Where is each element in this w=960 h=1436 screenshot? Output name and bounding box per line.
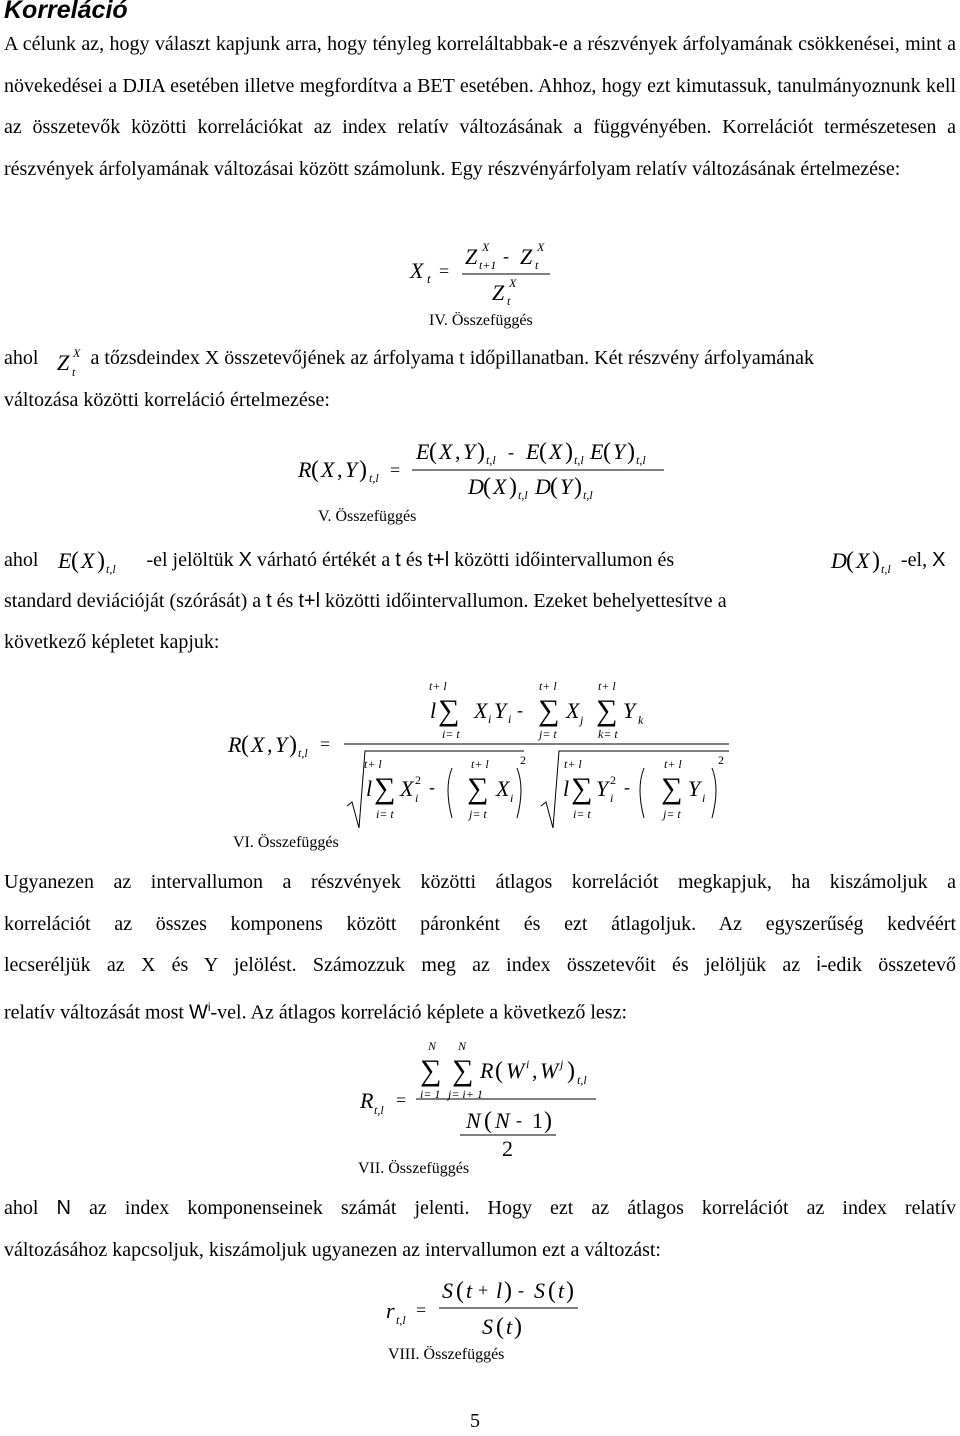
svg-text:-: - bbox=[429, 777, 435, 797]
text-fragment: relatív változását most bbox=[4, 1001, 184, 1024]
text-line-end bbox=[901, 540, 945, 582]
svg-text:t+ l: t+ l bbox=[539, 679, 557, 693]
svg-text:-: - bbox=[624, 777, 630, 797]
svg-text:t,l: t,l bbox=[574, 453, 584, 467]
text-line: Ugyanezen az intervallumon a részvények közötti átlagos korrelációt megkapjuk, ha kiszámoljuk a bbox=[4, 871, 956, 893]
svg-text:-: - bbox=[516, 1110, 522, 1130]
text-fragment: és bbox=[405, 549, 423, 571]
svg-text:D: D bbox=[535, 474, 551, 499]
svg-text:(: ( bbox=[496, 1314, 504, 1340]
caption-iv: IV. Összefüggés bbox=[429, 312, 533, 329]
svg-text:∑: ∑ bbox=[452, 1054, 474, 1087]
svg-text:t,l: t,l bbox=[577, 1073, 587, 1087]
svg-text:X: X bbox=[73, 346, 81, 360]
formula-vii bbox=[356, 1036, 616, 1160]
svg-text:j= t: j= t bbox=[663, 807, 681, 821]
svg-text:t,l: t,l bbox=[636, 453, 646, 467]
svg-text:Y: Y bbox=[494, 698, 507, 723]
svg-text:): ) bbox=[289, 732, 297, 758]
svg-text:(: ( bbox=[483, 474, 491, 500]
svg-text:∑: ∑ bbox=[374, 772, 396, 805]
svg-text:R: R bbox=[298, 457, 312, 482]
symbol-x: X bbox=[932, 549, 946, 571]
text-fragment: lecseréljük az X és Y jelölést. Számozzuk meg az index összetevőit és jelöljük az bbox=[4, 954, 801, 976]
text-line: a tőzsdeindex X összetevőjének az árfolyama t időpillanatban. Két részvény árfolyamának bbox=[90, 347, 815, 369]
svg-text:): ) bbox=[477, 439, 485, 465]
svg-text:j: j bbox=[560, 1057, 564, 1071]
svg-text:∑: ∑ bbox=[538, 694, 560, 727]
svg-text:(: ( bbox=[495, 1058, 503, 1084]
svg-text:t,l: t,l bbox=[881, 562, 891, 576]
svg-text:(: ( bbox=[241, 732, 249, 758]
svg-text:X: X bbox=[410, 258, 424, 283]
svg-text:): ) bbox=[514, 1314, 522, 1340]
text-fragment: -edik összetevő bbox=[820, 954, 956, 976]
svg-text:X: X bbox=[482, 240, 490, 254]
text-fragment: közötti időintervallumon. Ezeket behelyettesítve a bbox=[325, 590, 727, 612]
caption-viii: VIII. Összefüggés bbox=[388, 1346, 505, 1363]
svg-text:D: D bbox=[831, 548, 847, 573]
svg-text:t: t bbox=[427, 271, 431, 286]
svg-text:S: S bbox=[442, 1278, 453, 1303]
svg-text:(: ( bbox=[456, 1278, 464, 1304]
svg-text:X: X bbox=[496, 776, 510, 801]
svg-text:l: l bbox=[430, 698, 437, 723]
svg-text:R: R bbox=[480, 1058, 494, 1083]
svg-text:t,l: t,l bbox=[583, 488, 593, 502]
svg-text:t+ l: t+ l bbox=[429, 679, 447, 693]
svg-text:2: 2 bbox=[415, 773, 421, 787]
svg-text:(: ( bbox=[548, 1278, 556, 1304]
svg-text:Y: Y bbox=[623, 698, 636, 723]
text-fragment: az index komponenseinek számát jelenti. Hogy ezt az átlagos korrelációt az index relatív bbox=[89, 1197, 956, 1219]
symbol-t-plus-l: t+l bbox=[427, 549, 450, 571]
symbol-n: N bbox=[56, 1197, 71, 1219]
svg-text:S: S bbox=[534, 1278, 545, 1303]
svg-text:-: - bbox=[503, 246, 509, 266]
svg-text:): ) bbox=[544, 1108, 552, 1134]
svg-text:i: i bbox=[415, 791, 419, 805]
svg-text:l: l bbox=[563, 776, 570, 801]
symbol-z-t-x bbox=[55, 344, 91, 380]
svg-text:,: , bbox=[532, 1058, 538, 1083]
svg-text:i: i bbox=[508, 712, 512, 726]
caption-vii: VII. Összefüggés bbox=[358, 1160, 470, 1177]
text-fragment: -vel. Az átlagos korreláció képlete a következő lesz: bbox=[210, 1001, 627, 1024]
svg-text:t: t bbox=[558, 1278, 565, 1303]
svg-text:N: N bbox=[428, 1039, 437, 1053]
text-fragment: várható értékét a bbox=[256, 549, 391, 571]
formula-iv bbox=[400, 240, 570, 312]
svg-text:t,l: t,l bbox=[106, 562, 116, 576]
paragraph-average bbox=[4, 862, 956, 1034]
text-line: ezt kimutassuk, tanulmányoznunk kell az összetevők közötti korrelációkat az index relatív bbox=[4, 74, 956, 138]
svg-text:Y: Y bbox=[275, 732, 288, 757]
text-ahol: ahol bbox=[4, 347, 39, 369]
svg-text:X: X bbox=[537, 240, 545, 254]
svg-text:t: t bbox=[506, 1314, 513, 1339]
svg-text:l: l bbox=[366, 776, 373, 801]
svg-text:-: - bbox=[517, 700, 523, 720]
svg-text:∑: ∑ bbox=[420, 1054, 442, 1087]
svg-text:=: = bbox=[396, 1090, 407, 1110]
svg-text:X: X bbox=[493, 474, 507, 499]
svg-text:2: 2 bbox=[520, 753, 526, 767]
svg-text:2: 2 bbox=[610, 773, 616, 787]
text-line: következő képletet kapjuk: bbox=[4, 631, 220, 653]
svg-text:Z: Z bbox=[492, 280, 505, 305]
text-fragment: közötti időintervallumon és bbox=[454, 549, 675, 571]
svg-text:): ) bbox=[567, 1058, 575, 1084]
text-line: korrelációt az összes komponens között páronként és ezt átlagoljuk. Az egyszerűség kedvéért bbox=[4, 912, 956, 935]
svg-text:t,l: t,l bbox=[486, 453, 496, 467]
svg-text:∑: ∑ bbox=[596, 694, 618, 727]
svg-text:i= t: i= t bbox=[442, 727, 460, 741]
svg-text:D: D bbox=[468, 474, 484, 499]
svg-text:2: 2 bbox=[718, 753, 724, 767]
svg-text:): ) bbox=[565, 439, 573, 465]
svg-text:j= i+ 1: j= i+ 1 bbox=[448, 1087, 483, 1101]
svg-text:(: ( bbox=[311, 457, 319, 483]
text-line: között számolunk. Egy részvényárfolyam relatív változásának értelmezése: bbox=[298, 157, 901, 180]
svg-text:X: X bbox=[509, 276, 517, 290]
symbol-t: t bbox=[266, 590, 272, 612]
svg-text:l: l bbox=[496, 1278, 503, 1303]
svg-text:N: N bbox=[495, 1108, 510, 1133]
text-fragment: -el, bbox=[901, 549, 928, 571]
formula-vi bbox=[224, 678, 744, 838]
paragraph-n bbox=[4, 1188, 956, 1271]
svg-text:t: t bbox=[507, 294, 511, 308]
symbol-t: t bbox=[395, 549, 401, 571]
svg-text:): ) bbox=[509, 474, 517, 500]
svg-text:(: ( bbox=[539, 439, 547, 465]
svg-text:i: i bbox=[510, 791, 514, 805]
svg-text:t+ l: t+ l bbox=[364, 757, 382, 771]
svg-text:R: R bbox=[228, 732, 242, 757]
svg-text:(: ( bbox=[71, 548, 79, 574]
svg-text:): ) bbox=[627, 439, 635, 465]
svg-text:+: + bbox=[478, 1280, 489, 1300]
text-fragment: standard deviációját (szórását) a bbox=[4, 590, 262, 612]
symbol-d-x-tl bbox=[829, 544, 899, 580]
text-line bbox=[4, 945, 956, 987]
svg-text:=: = bbox=[439, 261, 450, 281]
svg-text:t+ l: t+ l bbox=[664, 757, 682, 771]
svg-text:-: - bbox=[508, 442, 514, 462]
text-line: A célunk az, hogy választ kapjunk arra, hogy tényleg korreláltabbak-e a részvények árfolyamának bbox=[4, 33, 793, 55]
svg-text:i: i bbox=[526, 1057, 530, 1071]
svg-text:N: N bbox=[466, 1108, 481, 1133]
svg-text:∑: ∑ bbox=[467, 772, 489, 805]
svg-text:Y: Y bbox=[613, 439, 626, 464]
text-ahol: ahol bbox=[4, 549, 39, 571]
text-line: csökkenései, mint a növekedései a DJIA esetében illetve megfordítva a BET esetében. Ahhoz, hogy bbox=[4, 33, 956, 97]
paragraph-intro bbox=[4, 24, 956, 190]
svg-text:Y: Y bbox=[463, 439, 476, 464]
formula-v bbox=[292, 432, 672, 508]
svg-text:): ) bbox=[566, 1278, 574, 1304]
svg-text:t+1: t+1 bbox=[479, 258, 497, 272]
svg-text:1: 1 bbox=[532, 1108, 543, 1133]
svg-text:Y: Y bbox=[345, 457, 358, 482]
paragraph-zx bbox=[4, 338, 956, 421]
svg-text:X: X bbox=[251, 732, 265, 757]
svg-text:,: , bbox=[337, 457, 343, 482]
svg-text:k: k bbox=[638, 713, 644, 727]
svg-text:i= 1: i= 1 bbox=[420, 1087, 441, 1101]
svg-text:(: ( bbox=[846, 548, 854, 574]
svg-text:S: S bbox=[482, 1314, 493, 1339]
svg-text:,: , bbox=[455, 439, 461, 464]
svg-text:t,l: t,l bbox=[298, 746, 308, 760]
svg-text:E: E bbox=[58, 548, 72, 573]
svg-text:i: i bbox=[488, 712, 492, 726]
svg-text:t+ l: t+ l bbox=[564, 757, 582, 771]
svg-text:(: ( bbox=[484, 1108, 492, 1134]
svg-text:=: = bbox=[390, 460, 401, 480]
svg-text:t,l: t,l bbox=[518, 488, 528, 502]
svg-text:E: E bbox=[416, 439, 430, 464]
svg-text:X: X bbox=[321, 457, 335, 482]
svg-text:X: X bbox=[549, 439, 563, 464]
svg-text:j= t: j= t bbox=[469, 807, 487, 821]
text-line: változásához kapcsoljuk, kiszámoljuk ugyanezen az intervallumon ezt a változást: bbox=[4, 1238, 661, 1261]
svg-text:t: t bbox=[535, 258, 539, 272]
text-fragment: és bbox=[276, 590, 294, 612]
text-fragment: ahol bbox=[4, 1197, 39, 1219]
symbol-w: W bbox=[188, 1001, 208, 1024]
svg-text:∑: ∑ bbox=[438, 694, 460, 727]
svg-text:): ) bbox=[359, 457, 367, 483]
text-line bbox=[4, 1188, 956, 1230]
svg-text:i: i bbox=[702, 791, 706, 805]
svg-text:,: , bbox=[267, 732, 273, 757]
caption-vi: VI. Összefüggés bbox=[233, 834, 339, 851]
svg-text:t: t bbox=[466, 1278, 473, 1303]
svg-text:): ) bbox=[504, 1278, 512, 1304]
text-line: változásának a függvényében. Korrelációt természetesen a részvények árfolyamának változásai bbox=[4, 116, 957, 180]
svg-text:i= t: i= t bbox=[376, 807, 394, 821]
svg-text:Y: Y bbox=[688, 776, 701, 801]
text-line bbox=[4, 581, 956, 623]
svg-text:X: X bbox=[566, 698, 580, 723]
svg-text:i= t: i= t bbox=[573, 807, 591, 821]
text-line bbox=[4, 987, 956, 1034]
svg-text:-: - bbox=[518, 1280, 524, 1300]
svg-text:r: r bbox=[386, 1298, 395, 1323]
text-fragment: -el jelöltük bbox=[146, 549, 234, 571]
svg-text:=: = bbox=[416, 1300, 427, 1320]
svg-text:): ) bbox=[574, 474, 582, 500]
caption-v: V. Összefüggés bbox=[318, 508, 417, 525]
text-line: változása közötti korreláció értelmezése: bbox=[4, 388, 330, 411]
symbol-i: i bbox=[816, 954, 821, 976]
svg-text:R: R bbox=[360, 1088, 374, 1113]
svg-text:Z: Z bbox=[57, 350, 70, 375]
svg-text:j: j bbox=[580, 713, 584, 727]
svg-text:): ) bbox=[97, 548, 105, 574]
svg-text:X: X bbox=[856, 548, 870, 573]
symbol-e-x-tl bbox=[56, 544, 154, 580]
svg-text:Y: Y bbox=[596, 776, 609, 801]
section-title: Korreláció bbox=[4, 0, 128, 24]
svg-text:∑: ∑ bbox=[661, 772, 683, 805]
svg-text:Z: Z bbox=[520, 244, 533, 269]
svg-text:(: ( bbox=[429, 439, 437, 465]
svg-text:t+ l: t+ l bbox=[471, 757, 489, 771]
symbol-t-plus-l: t+l bbox=[298, 590, 321, 612]
svg-text:E: E bbox=[526, 439, 540, 464]
svg-text:t: t bbox=[72, 365, 76, 379]
svg-text:X: X bbox=[439, 439, 453, 464]
page-number: 5 bbox=[470, 1410, 480, 1432]
svg-text:Y: Y bbox=[560, 474, 573, 499]
svg-text:2: 2 bbox=[502, 1136, 513, 1160]
svg-text:k= t: k= t bbox=[598, 727, 618, 741]
svg-text:t,l: t,l bbox=[396, 1313, 406, 1327]
svg-text:X: X bbox=[81, 548, 95, 573]
svg-text:=: = bbox=[320, 734, 331, 754]
svg-text:∑: ∑ bbox=[571, 772, 593, 805]
svg-text:(: ( bbox=[603, 439, 611, 465]
svg-text:t+ l: t+ l bbox=[598, 679, 616, 693]
svg-text:N: N bbox=[458, 1039, 467, 1053]
svg-text:W: W bbox=[506, 1058, 525, 1083]
svg-text:j= t: j= t bbox=[539, 727, 557, 741]
svg-text:Z: Z bbox=[465, 244, 478, 269]
svg-text:): ) bbox=[872, 548, 880, 574]
svg-text:X: X bbox=[400, 776, 414, 801]
svg-text:E: E bbox=[590, 439, 604, 464]
symbol-i-superscript: i bbox=[207, 999, 211, 1014]
symbol-x: X bbox=[238, 549, 252, 571]
svg-text:i: i bbox=[610, 791, 614, 805]
svg-text:t,l: t,l bbox=[374, 1103, 384, 1117]
svg-text:(: ( bbox=[550, 474, 558, 500]
svg-text:X: X bbox=[474, 698, 488, 723]
svg-text:t,l: t,l bbox=[369, 471, 379, 485]
svg-text:W: W bbox=[540, 1058, 559, 1083]
formula-viii bbox=[384, 1274, 584, 1344]
